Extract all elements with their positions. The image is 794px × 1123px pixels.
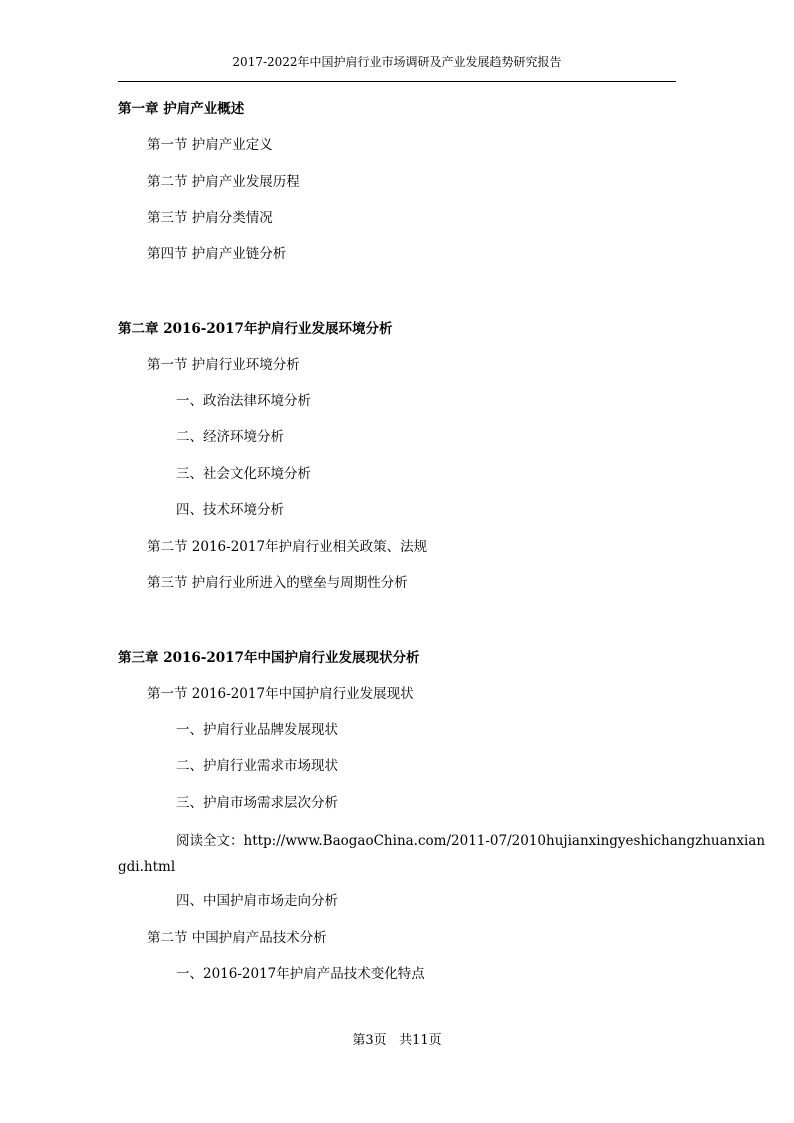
section-heading: 第四节 护肩产业链分析 xyxy=(147,246,287,262)
page-number: 第3页 xyxy=(352,1033,387,1048)
chapter-2-title: 第二章 2016-2017年护肩行业发展环境分析 xyxy=(118,321,393,337)
section-heading: 第二节 2016-2017年护肩行业相关政策、法规 xyxy=(147,539,428,555)
chapter-1-title: 第一章 护肩产业概述 xyxy=(118,101,245,117)
section-heading: 第一节 2016-2017年中国护肩行业发展现状 xyxy=(147,686,414,702)
page-footer xyxy=(0,1031,794,1051)
section-heading: 第三节 护肩分类情况 xyxy=(147,210,273,226)
subsection-item: 三、社会文化环境分析 xyxy=(176,466,311,482)
subsection-item: 一、2016-2017年护肩产品技术变化特点 xyxy=(176,966,425,982)
read-full-text xyxy=(176,831,765,851)
subsection-item: 四、中国护肩市场走向分析 xyxy=(176,893,338,909)
section-heading: 第三节 护肩行业所进入的壁垒与周期性分析 xyxy=(147,575,408,591)
subsection-item: 二、经济环境分析 xyxy=(176,429,284,445)
subsection-item: 四、技术环境分析 xyxy=(176,502,284,518)
page-total: 共11页 xyxy=(399,1033,442,1048)
subsection-item: 一、政治法律环境分析 xyxy=(176,393,311,409)
subsection-item: 一、护肩行业品牌发展现状 xyxy=(176,722,338,738)
page-header: 2017-2022年中国护肩行业市场调研及产业发展趋势研究报告 xyxy=(232,55,562,69)
section-heading: 第一节 护肩产业定义 xyxy=(147,137,273,153)
read-full-link[interactable]: http://www.BaogaoChina.com/2011-07/2010hujianxingyeshichangzhuanxian xyxy=(243,833,766,849)
read-full-label: 阅读全文： xyxy=(176,833,244,849)
section-heading: 第二节 护肩产业发展历程 xyxy=(147,174,300,190)
subsection-item: 三、护肩市场需求层次分析 xyxy=(176,795,338,811)
chapter-3-title: 第三章 2016-2017年中国护肩行业发展现状分析 xyxy=(118,650,420,666)
section-heading: 第一节 护肩行业环境分析 xyxy=(147,357,300,373)
header-divider xyxy=(118,81,676,82)
read-full-link-continuation[interactable]: gdi.html xyxy=(118,859,176,875)
section-heading: 第二节 中国护肩产品技术分析 xyxy=(147,930,327,946)
subsection-item: 二、护肩行业需求市场现状 xyxy=(176,758,338,774)
